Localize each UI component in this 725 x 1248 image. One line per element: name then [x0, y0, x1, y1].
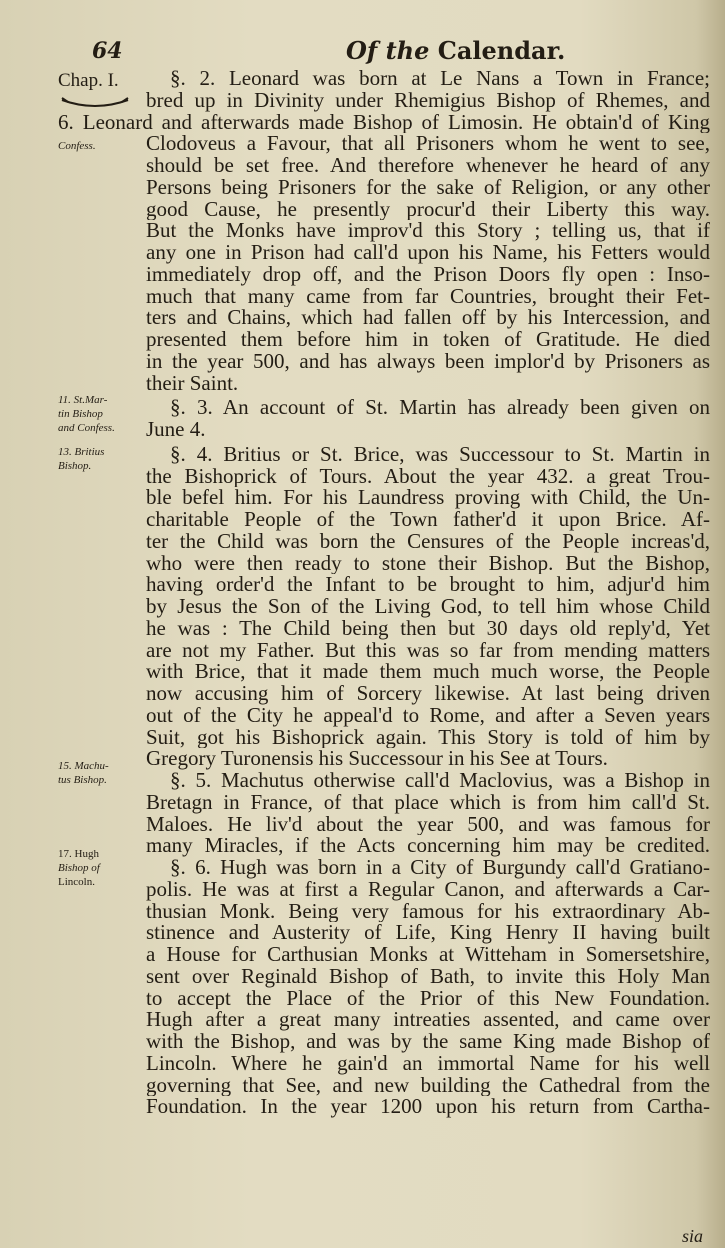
margin-leonard-confess: Confess.: [58, 140, 96, 152]
margin-hugh-1: 17. Hugh: [58, 848, 99, 860]
text-line: ter the Child was born the Censures of the People increas'd,: [146, 530, 710, 553]
text-line: But the Monks have improv'd this Story ; telling us, that if: [146, 220, 710, 242]
text-line: who were then ready to stone their Bishop. But the Bishop,: [146, 552, 710, 575]
margin-britius-1: 13. Britius: [58, 446, 105, 458]
running-title-word: Calendar.: [437, 36, 566, 65]
text-line: sent over Reginald Bishop of Bath, to invite this Holy Man: [146, 965, 710, 988]
text-line: stinence and Austerity of Life, King Henry II having built: [146, 922, 710, 944]
text-line: Lincoln. Where he gain'd an immortal Name for his well: [146, 1052, 710, 1075]
catchword: sia: [681, 1226, 703, 1246]
text-line: §. 2. Leonard was born at Le Nans a Town in France;: [170, 68, 710, 90]
margin-martin-1: 11. St.Mar-: [58, 394, 108, 406]
text-line: Hugh after a great many intreaties assented, and came over: [146, 1009, 710, 1031]
text-line: Clodoveus a Favour, that all Prisoners whom he went to see,: [146, 133, 710, 155]
ornament-icon: [60, 96, 130, 110]
text-line: bred up in Divinity under Rhemigius Bishop of Rhemes, and: [146, 89, 710, 112]
text-line: §. 6. Hugh was born in a City of Burgundy call'd Gratiano-: [170, 857, 710, 879]
text-line: any one in Prison had call'd upon his Name, his Fetters would: [146, 242, 710, 264]
text-line: ters and Chains, which had fallen off by his Intercession, and: [146, 307, 710, 329]
text-line: by Jesus the Son of the Living God, to tell him whose Child: [146, 596, 710, 618]
text-line: in the year 500, and has always been implor'd by Prisoners as: [146, 350, 710, 373]
text-line: presented them before him in token of Gratitude. He died: [146, 329, 710, 351]
text-line: §. 4. Britius or St. Brice, was Successour to St. Martin in: [170, 443, 710, 466]
margin-martin-3: and Confess.: [58, 422, 115, 434]
text-line: governing that See, and new building the Cathedral from the: [146, 1074, 710, 1097]
text-line: to accept the Place of the Prior of this New Foundation.: [146, 987, 710, 1010]
text-line: now accusing him of Sorcery likewise. At last being driven: [146, 683, 710, 705]
text-line: are not my Father. But this was so far from mending matters: [146, 639, 710, 662]
margin-martin-2: tin Bishop: [58, 408, 103, 420]
margin-britius-2: Bishop.: [58, 460, 92, 472]
text-line: much that many came from far Countries, brought their Fet-: [146, 285, 710, 308]
text-line: many Miracles, if the Acts concerning him may be credited.: [146, 835, 710, 857]
running-title: [346, 36, 565, 65]
text-line: Maloes. He liv'd about the year 500, and was famous for: [146, 813, 710, 836]
text-line: ble befel him. For his Laundress proving with Child, the Un-: [146, 487, 710, 509]
text-line: immediately drop off, and the Prison Doors fly open : Inso-: [146, 263, 710, 286]
text-line: with the Bishop, and was by the same King made Bishop of: [146, 1031, 710, 1053]
text-line: §. 5. Machutus otherwise call'd Maclovius, was a Bishop in: [170, 770, 710, 792]
page-number: 64: [92, 38, 123, 64]
text-line: §. 3. An account of St. Martin has already been given on: [170, 397, 710, 419]
text-line: charitable People of the Town father'd it upon Brice. Af-: [146, 509, 710, 531]
margin-hugh-3: Lincoln.: [58, 876, 95, 888]
text-line: Foundation. In the year 1200 upon his return from Cartha-: [146, 1096, 710, 1118]
text-line: polis. He was at first a Regular Canon, and afterwards a Car-: [146, 878, 710, 901]
text-line: June 4.: [146, 419, 206, 441]
margin-machutus-2: tus Bishop.: [58, 774, 107, 786]
text-line: with Brice, that it made them much much worse, the People: [146, 661, 710, 683]
text-line: Suit, got his Bishoprick again. This Story is told of him by: [146, 726, 710, 749]
text-line: out of the City he appeal'd to Rome, and after a Seven years: [146, 704, 710, 727]
text-line: Gregory Turonensis his Successour in his See at Tours.: [146, 748, 608, 770]
text-line: thusian Monk. Being very famous for his extraordinary Ab-: [146, 900, 710, 923]
text-line: their Saint.: [146, 372, 239, 395]
margin-machutus-1: 15. Machu-: [58, 760, 109, 772]
margin-hugh-2: Bishop of: [58, 862, 100, 874]
text-line: Bretagn in France, of that place which is from him call'd St.: [146, 791, 710, 814]
text-line: the Bishoprick of Tours. About the year 432. a great Trou-: [146, 465, 710, 488]
margin-chapter: Chap. I.: [58, 70, 119, 91]
text-line: he was : The Child being then but 30 days old reply'd, Yet: [146, 617, 710, 640]
text-line: having order'd the Infant to be brought to him, adjur'd him: [146, 574, 710, 596]
page-header: [0, 34, 725, 70]
text-line: 6. Leonard and afterwards made Bishop of Limosin. He obtain'd of King: [58, 111, 710, 134]
text-line: good Cause, he presently procur'd their Liberty this way.: [146, 198, 710, 221]
text-line: should be set free. And therefore whenever he heard of any: [146, 155, 710, 177]
text-line: a House for Carthusian Monks at Witteham in Somersetshire,: [146, 944, 710, 966]
text-line: Persons being Prisoners for the sake of Religion, or any other: [146, 176, 710, 199]
running-title-of: Of the: [346, 36, 430, 65]
